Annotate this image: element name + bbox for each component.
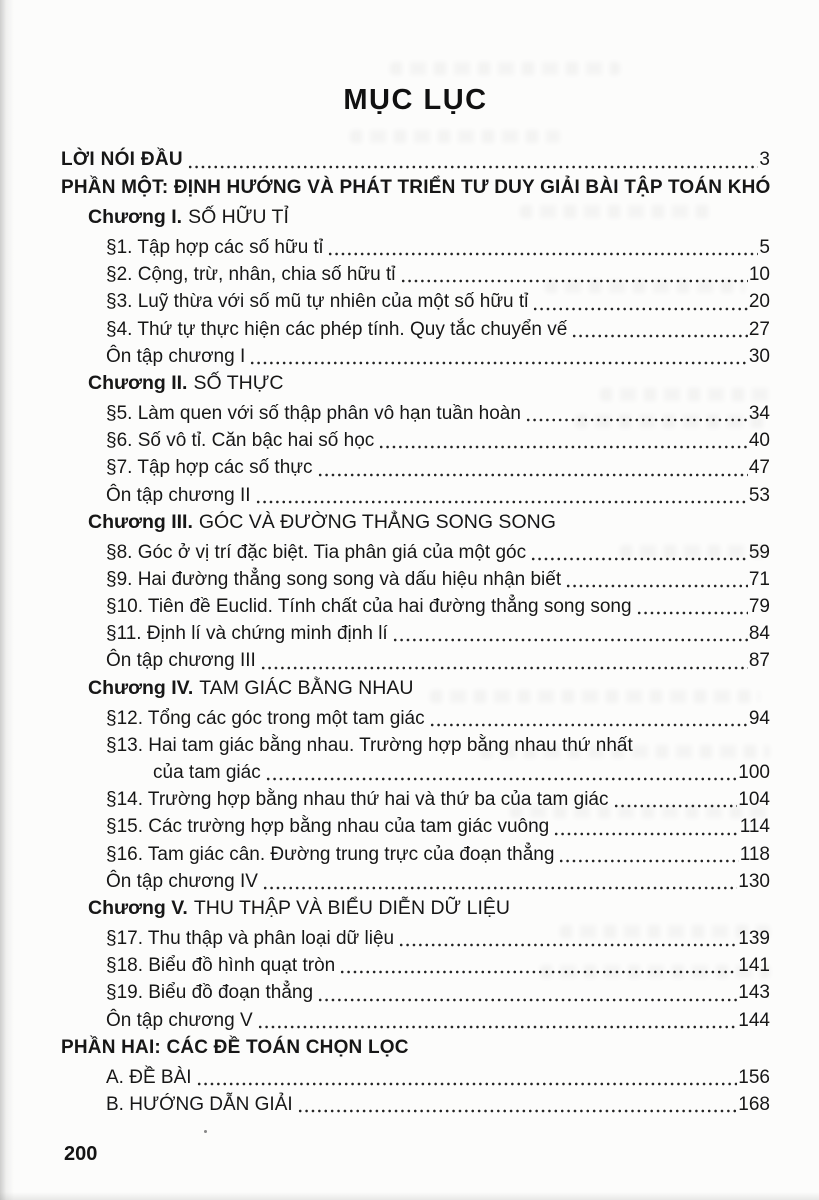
dotted-leader <box>378 427 748 454</box>
dotted-leader <box>565 566 748 593</box>
toc-entry-page: 20 <box>748 291 770 313</box>
toc-entry-page: 118 <box>739 843 770 865</box>
dotted-leader <box>636 593 748 620</box>
toc-entry-page: 30 <box>748 345 770 367</box>
dotted-leader <box>317 454 748 481</box>
dotted-leader <box>613 786 738 813</box>
toc-entry <box>61 427 770 454</box>
toc-entry-label <box>88 370 283 397</box>
toc-entry <box>61 261 770 288</box>
toc-entry-label: §14. Trường hợp bằng nhau thứ hai và thứ ba của tam giác <box>106 789 609 811</box>
dotted-leader <box>571 316 748 343</box>
dotted-leader <box>187 146 759 174</box>
page-number: 200 <box>64 1143 98 1165</box>
toc-entry-label: §3. Luỹ thừa với số mũ tự nhiên của một số hữu tỉ <box>106 291 529 313</box>
toc-entry-page: 40 <box>748 430 770 452</box>
dotted-leader <box>265 759 738 786</box>
toc-entry-page: 34 <box>748 402 770 424</box>
toc-entry-page: 168 <box>738 1093 770 1115</box>
chapter-prefix: Chương V. <box>88 896 188 919</box>
toc-entry-page: 104 <box>738 789 770 811</box>
toc-entry-page: 114 <box>739 816 770 838</box>
dotted-leader <box>257 1007 738 1034</box>
toc-entry <box>61 620 770 647</box>
toc-entry-label: §12. Tổng các góc trong một tam giác <box>106 707 425 729</box>
toc-entry-label: §1. Tập hợp các số hữu tỉ <box>106 237 324 258</box>
dotted-leader <box>260 647 748 674</box>
toc-entry-page: 100 <box>738 762 770 783</box>
scan-speck <box>204 1130 207 1133</box>
toc-entry <box>61 952 770 979</box>
toc-entry <box>61 539 770 566</box>
toc-entry-label <box>88 204 289 231</box>
toc-entry-page: 59 <box>748 541 770 563</box>
toc-entry-page: 71 <box>748 568 770 590</box>
toc-entry <box>61 400 770 427</box>
toc-entry <box>61 1091 770 1118</box>
dotted-leader <box>339 952 737 979</box>
toc-entry <box>61 813 770 840</box>
dotted-leader <box>532 288 747 315</box>
chapter-title: THU THẬP VÀ BIỂU DIỄN DỮ LIỆU <box>193 896 510 919</box>
bleed-through-artifact <box>350 130 560 143</box>
toc-entry-label: PHẦN HAI: CÁC ĐỀ TOÁN CHỌN LỌC <box>61 1036 409 1058</box>
toc-entry-label: §5. Làm quen với số thập phân vô hạn tuần hoàn <box>106 402 521 424</box>
dotted-leader <box>530 539 748 566</box>
toc-entry-label: §11. Định lí và chứng minh định lí <box>106 623 388 645</box>
toc-entry <box>61 509 770 539</box>
bleed-through-artifact <box>390 62 620 75</box>
toc-entry-page: 10 <box>748 264 770 286</box>
toc-entry-page: 156 <box>738 1066 770 1088</box>
toc-entry <box>61 370 770 400</box>
toc-entry-page: 141 <box>738 955 770 977</box>
toc-entry-label: §8. Góc ở vị trí đặc biệt. Tia phân giá của một góc <box>106 541 527 563</box>
toc-entry-label: §10. Tiên đề Euclid. Tính chất của hai đường thẳng song song <box>106 596 632 618</box>
toc-entry-label: §4. Thứ tự thực hiện các phép tính. Quy tắc chuyển vế <box>106 318 568 340</box>
toc-entry <box>61 1034 770 1064</box>
toc-entry-page: 143 <box>738 982 770 1004</box>
chapter-prefix: Chương IV. <box>88 676 194 699</box>
toc-entry-page: 47 <box>748 457 770 479</box>
dotted-leader <box>317 979 737 1006</box>
toc-entry-label: B. HƯỚNG DẪN GIẢI <box>106 1093 293 1115</box>
toc-entry-label <box>88 509 556 536</box>
dotted-leader <box>400 261 748 288</box>
dotted-leader <box>255 482 748 509</box>
toc-entry <box>61 841 770 868</box>
toc-entry <box>61 288 770 315</box>
dotted-leader <box>196 1064 738 1091</box>
chapter-title: SỐ THỰC <box>193 371 284 394</box>
toc-entry-page: 130 <box>738 870 770 892</box>
page-edge-shadow <box>0 0 14 1200</box>
toc-entry-label: Ôn tập chương II <box>106 484 251 506</box>
dotted-leader <box>525 400 748 427</box>
dotted-leader <box>398 925 737 952</box>
dotted-leader <box>558 841 738 868</box>
toc-entry-label: §16. Tam giác cân. Đường trung trực của đoạn thẳng <box>106 843 555 865</box>
dotted-leader <box>392 620 748 647</box>
toc-entry <box>61 593 770 620</box>
toc-entry <box>61 786 770 813</box>
toc-entry <box>61 454 770 481</box>
chapter-title: GÓC VÀ ĐƯỜNG THẲNG SONG SONG <box>198 510 556 533</box>
toc-entry <box>61 566 770 593</box>
toc-entry-label <box>88 895 510 922</box>
dotted-leader <box>429 705 748 732</box>
toc-entry-label: Ôn tập chương I <box>106 345 246 367</box>
toc-entry <box>61 204 770 234</box>
toc-entry-page: 5 <box>759 237 770 258</box>
toc-entry <box>61 895 770 925</box>
dotted-leader <box>297 1091 738 1118</box>
toc-entry-label: của tam giác <box>153 762 261 783</box>
toc-entry <box>61 343 770 370</box>
toc-entry-label: §18. Biểu đồ hình quạt tròn <box>106 955 336 977</box>
toc-entry-label: §7. Tập hợp các số thực <box>106 457 313 479</box>
toc-entry-page: 79 <box>748 596 770 618</box>
dotted-leader <box>262 868 737 895</box>
toc-entry <box>61 647 770 674</box>
chapter-prefix: Chương III. <box>88 510 193 533</box>
toc-entry <box>61 675 770 705</box>
toc-entry <box>61 482 770 509</box>
toc-entry <box>61 316 770 343</box>
toc-entry-page: 139 <box>738 927 770 949</box>
dotted-leader <box>249 343 748 370</box>
chapter-title: SỐ HỮU TỈ <box>188 206 289 228</box>
toc-list <box>61 146 770 1118</box>
toc-entry <box>61 759 770 786</box>
toc-entry-label <box>88 675 413 702</box>
toc-entry-page: 84 <box>748 623 770 645</box>
dotted-leader <box>327 234 758 261</box>
toc-entry <box>61 925 770 952</box>
page-title: MỤC LỤC <box>343 84 488 116</box>
toc-entry-page: 87 <box>748 650 770 672</box>
toc-entry-label: A. ĐỀ BÀI <box>106 1066 192 1088</box>
page-bottom-shadow <box>0 1192 819 1200</box>
toc-entry <box>61 234 770 261</box>
toc-entry-label: Ôn tập chương III <box>106 650 256 672</box>
toc-entry-page: 144 <box>738 1009 770 1031</box>
toc-entry <box>61 868 770 895</box>
toc-entry-page: 53 <box>748 484 770 506</box>
toc-entry <box>61 732 770 759</box>
toc-entry <box>61 146 770 174</box>
toc-entry-label: Ôn tập chương IV <box>106 870 258 892</box>
toc-entry <box>61 1064 770 1091</box>
chapter-prefix: Chương II. <box>88 371 188 394</box>
toc-entry-page: 27 <box>748 318 770 340</box>
toc-entry-label: LỜI NÓI ĐẦU <box>61 149 183 170</box>
toc-entry-label: §15. Các trường hợp bằng nhau của tam giác vuông <box>106 816 550 838</box>
toc-entry <box>61 1007 770 1034</box>
toc-entry-page: 3 <box>759 149 770 170</box>
toc-entry <box>61 979 770 1006</box>
toc-entry-label: §17. Thu thập và phân loại dữ liệu <box>106 927 395 949</box>
chapter-title: TAM GIÁC BẰNG NHAU <box>199 676 414 699</box>
toc-entry-label: §2. Cộng, trừ, nhân, chia số hữu tỉ <box>106 264 396 286</box>
toc-entry-label: Ôn tập chương V <box>106 1009 253 1031</box>
toc-entry-label: §6. Số vô tỉ. Căn bậc hai số học <box>106 430 375 452</box>
toc-entry-page: 94 <box>748 707 770 729</box>
chapter-prefix: Chương I. <box>88 206 183 228</box>
toc-entry-label: §9. Hai đường thẳng song song và dấu hiệu nhận biết <box>106 568 562 590</box>
toc-entry-label: §19. Biểu đồ đoạn thẳng <box>106 982 314 1004</box>
toc-entry-label: §13. Hai tam giác bằng nhau. Trường hợp bằng nhau thứ nhất <box>106 734 633 756</box>
toc-entry <box>61 174 770 204</box>
dotted-leader <box>553 813 738 840</box>
toc-entry-label: PHẦN MỘT: ĐỊNH HƯỚNG VÀ PHÁT TRIỂN TƯ DUY GIẢI BÀI TẬP TOÁN KHÓ <box>61 177 771 198</box>
toc-entry <box>61 705 770 732</box>
